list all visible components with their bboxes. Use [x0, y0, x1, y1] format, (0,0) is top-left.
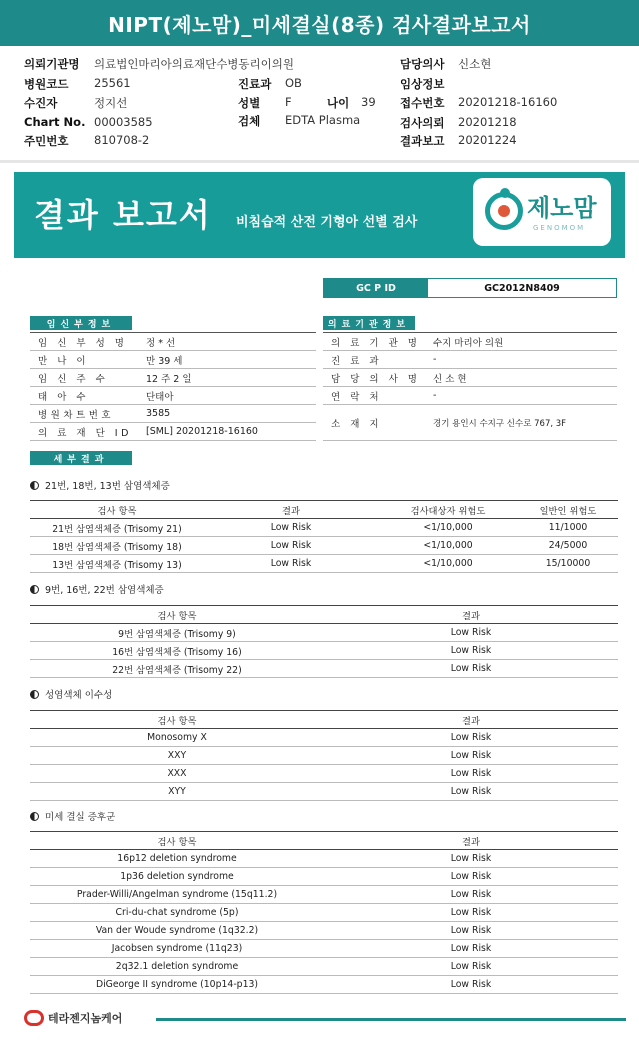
- info-key: 진 료 과: [331, 355, 383, 367]
- info-value: 3585: [146, 408, 171, 419]
- table-cell: XXY: [167, 750, 187, 761]
- sex-label: 성별: [238, 96, 261, 110]
- table-row: [30, 660, 618, 678]
- table-cell: Low Risk: [450, 889, 492, 900]
- table-cell: 24/5000: [548, 540, 588, 551]
- footer-company-name: 테라젠지놈케어: [48, 1012, 123, 1025]
- section-1-table: [30, 500, 618, 573]
- info-value: -: [433, 390, 437, 401]
- info-row: [30, 351, 316, 369]
- info-key: 태 아 수: [38, 391, 90, 403]
- age-value: 39: [361, 95, 376, 109]
- info-row: [30, 369, 316, 387]
- table-cell: DiGeorge II syndrome (10p14-p13): [95, 979, 259, 990]
- section-3-title: 성염색체 이수성: [45, 690, 113, 701]
- table-cell: 16p12 deletion syndrome: [117, 853, 237, 864]
- info-key: 병원차트번호: [38, 409, 115, 421]
- table-cell: Low Risk: [450, 750, 492, 761]
- table-cell: <1/10,000: [423, 558, 473, 569]
- info-key: 연 락 처: [331, 391, 383, 403]
- table-cell: XXX: [167, 768, 187, 779]
- footer-company-logo: [24, 1010, 122, 1026]
- section-2-title: 9번, 16번, 22번 삼염색체증: [45, 585, 164, 596]
- table-cell: <1/10,000: [423, 522, 473, 533]
- clinic-info-tab: 의료기관정보: [323, 316, 415, 330]
- column-header: 검사대상자 위험도: [410, 505, 486, 517]
- table-row: [30, 729, 618, 747]
- table-row: [30, 922, 618, 940]
- info-key: 임 신 주 수: [38, 373, 109, 385]
- info-value: 수지 마리아 의원: [433, 337, 504, 349]
- hospital-code-label: 병원코드: [24, 77, 69, 91]
- gcp-id-label: GC P ID: [324, 279, 428, 297]
- table-cell: Jacobsen syndrome (11q23): [111, 943, 243, 954]
- info-value: 만 39 세: [146, 355, 183, 367]
- table-row: [30, 940, 618, 958]
- info-row: [323, 351, 617, 369]
- table-cell: Low Risk: [450, 732, 492, 743]
- section-4-header: [30, 809, 115, 823]
- rrn-value: 810708-2: [94, 133, 150, 147]
- column-header: 검사 항목: [157, 715, 197, 727]
- table-cell: Van der Woude syndrome (1q32.2): [95, 925, 259, 936]
- half-circle-icon: [30, 690, 39, 699]
- section-3-header: [30, 687, 112, 701]
- gcp-id-value: GC2012N8409: [428, 279, 616, 297]
- section-4-title: 미세 결실 증후군: [45, 812, 116, 823]
- info-row: [30, 423, 316, 441]
- banner-subtitle: 비침습적 산전 기형아 선별 검사: [236, 215, 418, 230]
- table-cell: Low Risk: [270, 558, 312, 569]
- info-key: 임 신 부 성 명: [38, 337, 128, 349]
- table-cell: Low Risk: [450, 907, 492, 918]
- info-value: 신 소 현: [433, 373, 467, 385]
- table-row: [30, 519, 618, 537]
- doctor-label: 담당의사: [400, 57, 445, 71]
- section-2-header: [30, 582, 164, 596]
- info-value: 경기 용인시 수지구 신수로 767, 3F: [433, 418, 567, 429]
- requester-label: 의뢰기관명: [24, 57, 80, 71]
- table-cell: 16번 삼염색체증 (Trisomy 16): [112, 646, 242, 658]
- table-header: [30, 501, 618, 519]
- patient-value: 정지선: [94, 96, 128, 110]
- info-key: 의 료 재 단 ID: [38, 427, 132, 439]
- table-cell: Low Risk: [450, 925, 492, 936]
- column-header: 일반인 위험도: [539, 505, 597, 517]
- table-row: [30, 747, 618, 765]
- info-row: [30, 405, 316, 423]
- table-cell: Low Risk: [450, 943, 492, 954]
- table-cell: Low Risk: [450, 979, 492, 990]
- doctor-value: 신소현: [458, 57, 492, 71]
- logo-en: GENOMOM: [533, 224, 586, 232]
- column-header: 검사 항목: [97, 505, 137, 517]
- chart-no-label: Chart No.: [24, 115, 86, 129]
- table-row: [30, 868, 618, 886]
- table-row: [30, 976, 618, 994]
- report-date-value: 20201224: [458, 133, 517, 147]
- table-cell: Low Risk: [450, 871, 492, 882]
- info-row: [323, 369, 617, 387]
- table-cell: Low Risk: [450, 663, 492, 674]
- clinical-info-label: 임상정보: [400, 77, 445, 91]
- half-circle-icon: [30, 585, 39, 594]
- table-cell: 18번 삼염색체증 (Trisomy 18): [52, 541, 182, 553]
- info-value: 단태아: [146, 391, 174, 403]
- table-row: [30, 904, 618, 922]
- logo-name: 제노맘: [527, 194, 597, 222]
- patient-label: 수진자: [24, 96, 58, 110]
- info-value: 12 주 2 일: [146, 373, 192, 385]
- table-row: [30, 958, 618, 976]
- column-header: 결과: [462, 610, 480, 622]
- table-cell: Low Risk: [450, 853, 492, 864]
- table-cell: 15/10000: [545, 558, 591, 569]
- table-row: [30, 624, 618, 642]
- table-cell: 9번 삼염색체증 (Trisomy 9): [118, 628, 236, 640]
- section-1-header: [30, 478, 170, 492]
- table-cell: Low Risk: [450, 786, 492, 797]
- table-cell: Low Risk: [450, 645, 492, 656]
- genomom-logo: [473, 178, 611, 246]
- table-header: [30, 711, 618, 729]
- requester-value: 의료법인마리아의료재단수병동리이의원: [94, 57, 294, 71]
- request-meta: [0, 52, 639, 160]
- info-row: [323, 333, 617, 351]
- table-cell: Low Risk: [270, 540, 312, 551]
- table-cell: Prader-Willi/Angelman syndrome (15q11.2): [76, 889, 278, 900]
- footer-line: [156, 1018, 626, 1021]
- info-row: [30, 333, 316, 351]
- clinic-info-table: [323, 332, 617, 441]
- report-banner: [14, 172, 625, 258]
- sex-value: F: [285, 95, 292, 109]
- age-label: 나이: [327, 96, 350, 110]
- section-1-title: 21번, 18번, 13번 삼염색체증: [45, 481, 170, 492]
- table-cell: Low Risk: [450, 768, 492, 779]
- request-date-label: 검사의뢰: [400, 116, 445, 130]
- section-2-table: [30, 605, 618, 678]
- column-header: 결과: [462, 836, 480, 848]
- column-header: 검사 항목: [157, 610, 197, 622]
- info-row: [323, 405, 617, 441]
- table-row: [30, 537, 618, 555]
- info-key: 담 당 의 사 명: [331, 373, 421, 385]
- table-cell: 13번 삼염색체증 (Trisomy 13): [52, 559, 182, 571]
- specimen-value: EDTA Plasma: [285, 113, 361, 127]
- table-cell: Cri-du-chat syndrome (5p): [115, 907, 239, 918]
- info-value: [SML] 20201218-16160: [146, 426, 258, 437]
- table-cell: 22번 삼염색체증 (Trisomy 22): [112, 664, 242, 676]
- table-cell: 21번 삼염색체증 (Trisomy 21): [52, 523, 182, 535]
- dept-value: OB: [285, 76, 302, 90]
- table-row: [30, 850, 618, 868]
- request-date-value: 20201218: [458, 115, 517, 129]
- table-cell: 1p36 deletion syndrome: [120, 871, 234, 882]
- table-row: [30, 765, 618, 783]
- info-key: 의 료 기 관 명: [331, 337, 421, 349]
- dept-label: 진료과: [238, 77, 272, 91]
- table-cell: Low Risk: [450, 627, 492, 638]
- table-row: [30, 555, 618, 573]
- genomom-logo-icon: [485, 192, 523, 230]
- table-cell: XYY: [168, 786, 186, 797]
- table-row: [30, 886, 618, 904]
- page-divider: [0, 160, 639, 163]
- report-date-label: 결과보고: [400, 134, 445, 148]
- info-value: -: [433, 354, 437, 365]
- table-cell: <1/10,000: [423, 540, 473, 551]
- company-logo-icon: [24, 1010, 44, 1026]
- report-title-bar: [0, 0, 639, 46]
- table-cell: 2q32.1 deletion syndrome: [115, 961, 239, 972]
- table-row: [30, 642, 618, 660]
- table-row: [30, 783, 618, 801]
- table-header: [30, 606, 618, 624]
- specimen-label: 검체: [238, 114, 261, 128]
- info-row: [323, 387, 617, 405]
- info-key: 만 나 이: [38, 355, 90, 367]
- column-header: 결과: [462, 715, 480, 727]
- banner-title: 결과 보고서: [34, 196, 212, 234]
- half-circle-icon: [30, 481, 39, 490]
- detail-results-tab: 세부결과: [30, 451, 132, 465]
- pregnant-info-tab: 임신부정보: [30, 316, 132, 330]
- gcp-id-box: [323, 278, 617, 298]
- receipt-value: 20201218-16160: [458, 95, 558, 109]
- column-header: 결과: [282, 505, 300, 517]
- pregnant-info-table: [30, 332, 316, 441]
- section-3-table: [30, 710, 618, 801]
- table-cell: 11/1000: [548, 522, 588, 533]
- section-4-table: [30, 831, 618, 994]
- info-row: [30, 387, 316, 405]
- table-header: [30, 832, 618, 850]
- report-title: NIPT(제노맘)_미세결실(8종) 검사결과보고서: [108, 12, 531, 37]
- table-cell: Low Risk: [270, 522, 312, 533]
- table-cell: Low Risk: [450, 961, 492, 972]
- half-circle-icon: [30, 812, 39, 821]
- column-header: 검사 항목: [157, 836, 197, 848]
- info-value: 정 * 선: [146, 337, 176, 349]
- receipt-label: 접수번호: [400, 96, 445, 110]
- rrn-label: 주민번호: [24, 134, 69, 148]
- hospital-code-value: 25561: [94, 76, 131, 90]
- info-key: 소 재 지: [331, 418, 383, 430]
- chart-no-value: 00003585: [94, 115, 153, 129]
- table-cell: Monosomy X: [147, 732, 207, 743]
